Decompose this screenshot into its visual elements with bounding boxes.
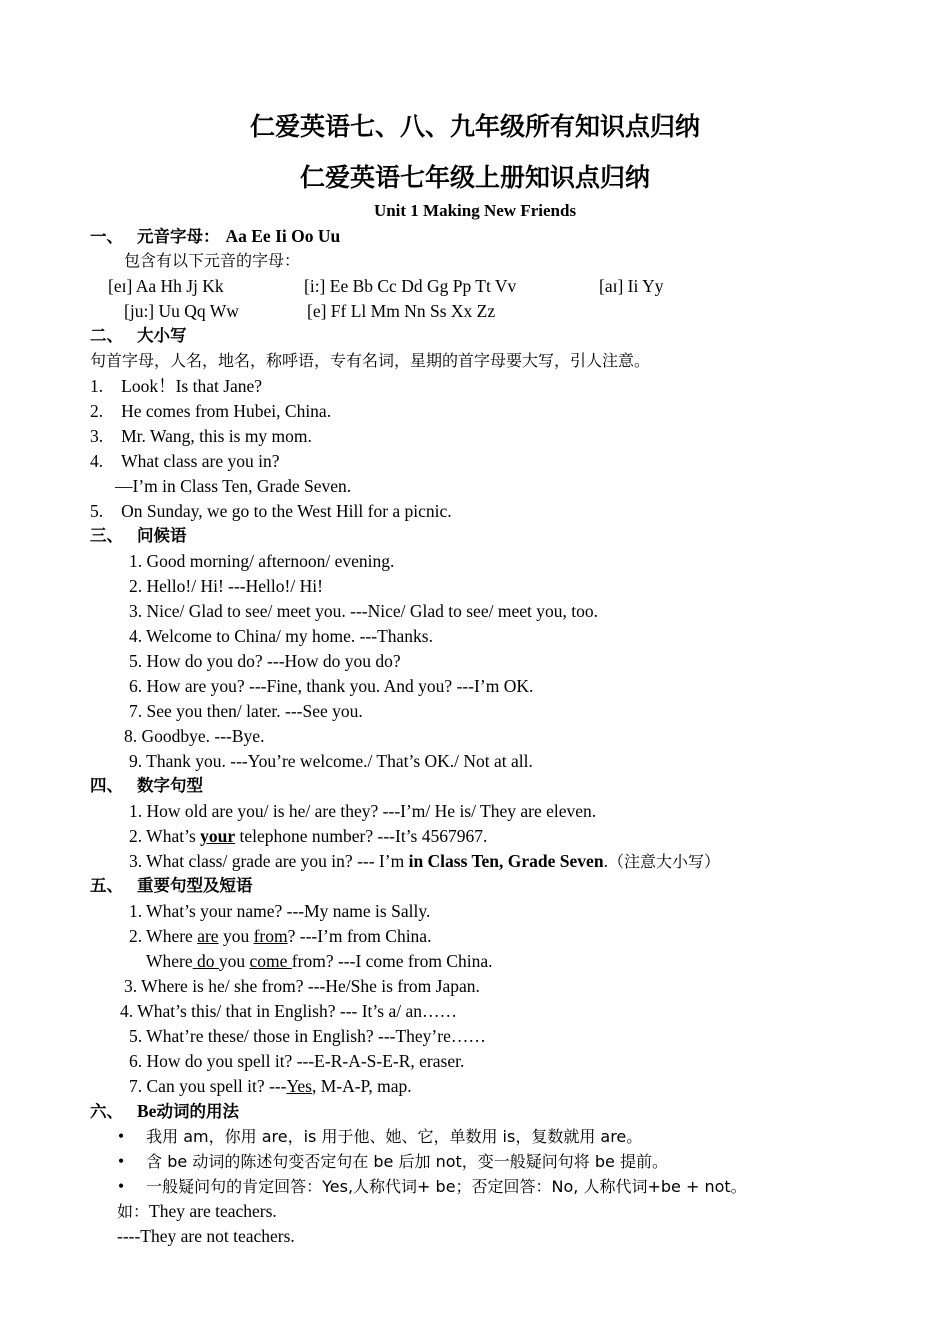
- bullet-item: • 我用 am，你用 are，is 用于他、她、它，单数用 is，复数就用 are。: [118, 1126, 643, 1146]
- list-item: 4. What class are you in?: [90, 451, 280, 471]
- list-item: 6. How do you spell it? ---E-R-A-S-E-R, eraser.: [129, 1051, 465, 1071]
- capitalization-note: （注意大小写）: [607, 852, 720, 871]
- list-item: 3. What class/ grade are you in? --- I’m in Class Ten, Grade Seven.（注意大小写）: [129, 851, 720, 871]
- list-item: 4. What’s this/ that in English? --- It’s a/ an……: [120, 1001, 457, 1021]
- list-item: 5. What’re these/ those in English? ---They’re……: [129, 1026, 486, 1046]
- section-title: 元音字母：: [137, 227, 220, 246]
- section-title: 大小写: [137, 326, 187, 345]
- list-item: 6. How are you? ---Fine, thank you. And you? ---I’m OK.: [129, 676, 534, 696]
- list-item: 2. Where are you from? ---I’m from China.: [129, 926, 432, 946]
- section-number: 四、: [90, 776, 123, 795]
- vowel-row-ei: [eɪ] Aa Hh Jj Kk: [108, 276, 224, 296]
- section-title: 数字句型: [137, 776, 203, 795]
- section-6-heading: 六、 Be动词的用法: [90, 1101, 239, 1121]
- unit-heading: Unit 1 Making New Friends: [373, 201, 577, 220]
- section-number: 五、: [90, 876, 123, 895]
- document-subtitle: 仁爱英语七年级上册知识点归纳: [299, 163, 650, 192]
- list-item: 1. Look！Is that Jane?: [90, 376, 263, 396]
- section-title: 问候语: [137, 526, 187, 545]
- list-item: 3. Mr. Wang, this is my mom.: [90, 426, 312, 446]
- section-title: 重要句型及短语: [137, 876, 253, 895]
- vowel-letters: Aa Ee Ii Oo Uu: [225, 226, 341, 246]
- example-line: 如：They are teachers.: [117, 1201, 277, 1221]
- section-number: 六、: [90, 1102, 123, 1121]
- list-item: 7. See you then/ later. ---See you.: [129, 701, 363, 721]
- list-item-answer: —I’m in Class Ten, Grade Seven.: [115, 476, 352, 496]
- example-answer: ----They are not teachers.: [117, 1226, 295, 1246]
- section-1-heading: [90, 225, 340, 248]
- list-item: 1. How old are you/ is he/ are they? ---I’m/ He is/ They are eleven.: [129, 801, 597, 821]
- section-number: 一、: [90, 227, 123, 246]
- list-item: 8. Goodbye. ---Bye.: [124, 726, 265, 746]
- emphasis-class-grade: in Class Ten, Grade Seven: [408, 851, 604, 871]
- list-item: 2. What’s your telephone number? ---It’s 4567967.: [129, 826, 488, 846]
- bullet-icon: •: [118, 1176, 125, 1196]
- list-item: 1. What’s your name? ---My name is Sally.: [129, 901, 431, 921]
- document-title: 仁爱英语七、八、九年级所有知识点归纳: [249, 112, 700, 141]
- list-item: 7. Can you spell it? ---Yes, M-A-P, map.: [129, 1076, 412, 1096]
- bullet-item: • 含 be 动词的陈述句变否定句在 be 后加 not，变一般疑问句将 be 提前。: [118, 1151, 668, 1171]
- bullet-icon: •: [118, 1151, 125, 1171]
- section-title: 动词的用法: [156, 1102, 239, 1121]
- list-item: 3. Where is he/ she from? ---He/She is from Japan.: [124, 976, 480, 996]
- vowel-row-e: [e] Ff Ll Mm Nn Ss Xx Zz: [307, 301, 496, 321]
- bullet-icon: •: [118, 1126, 125, 1146]
- list-item: 5. How do you do? ---How do you do?: [129, 651, 401, 671]
- capitalization-rule: 句首字母，人名，地名，称呼语，专有名词，星期的首字母要大写，引人注意。: [90, 351, 651, 370]
- list-item: 5. On Sunday, we go to the West Hill for a picnic.: [90, 501, 452, 521]
- section-3-heading: [90, 525, 187, 547]
- emphasis-your: your: [200, 826, 236, 846]
- section-number: 三、: [90, 526, 123, 545]
- section-number: 二、: [90, 326, 123, 345]
- list-item: 1. Good morning/ afternoon/ evening.: [129, 551, 395, 571]
- list-item-variant: Where do you come from? ---I come from China.: [146, 951, 493, 971]
- section-2-heading: [90, 325, 187, 347]
- vowel-row-ju: [ju:] Uu Qq Ww: [124, 301, 239, 321]
- section-5-heading: [90, 875, 253, 897]
- vowel-row-i: [i:] Ee Bb Cc Dd Gg Pp Tt Vv: [304, 276, 517, 296]
- list-item: 3. Nice/ Glad to see/ meet you. ---Nice/ Glad to see/ meet you, too.: [129, 601, 598, 621]
- bullet-item: • 一般疑问句的肯定回答：Yes,人称代词+ be；否定回答：No, 人称代词+be + not。: [118, 1176, 747, 1196]
- list-item: 4. Welcome to China/ my home. ---Thanks.: [129, 626, 433, 646]
- vowel-row-ai: [aɪ] Ii Yy: [599, 276, 664, 296]
- section-4-heading: [90, 775, 203, 797]
- vowel-intro: 包含有以下元音的字母：: [124, 251, 301, 270]
- list-item: 2. Hello!/ Hi! ---Hello!/ Hi!: [129, 576, 323, 596]
- list-item: 9. Thank you. ---You’re welcome./ That’s OK./ Not at all.: [129, 751, 533, 771]
- list-item: 2. He comes from Hubei, China.: [90, 401, 332, 421]
